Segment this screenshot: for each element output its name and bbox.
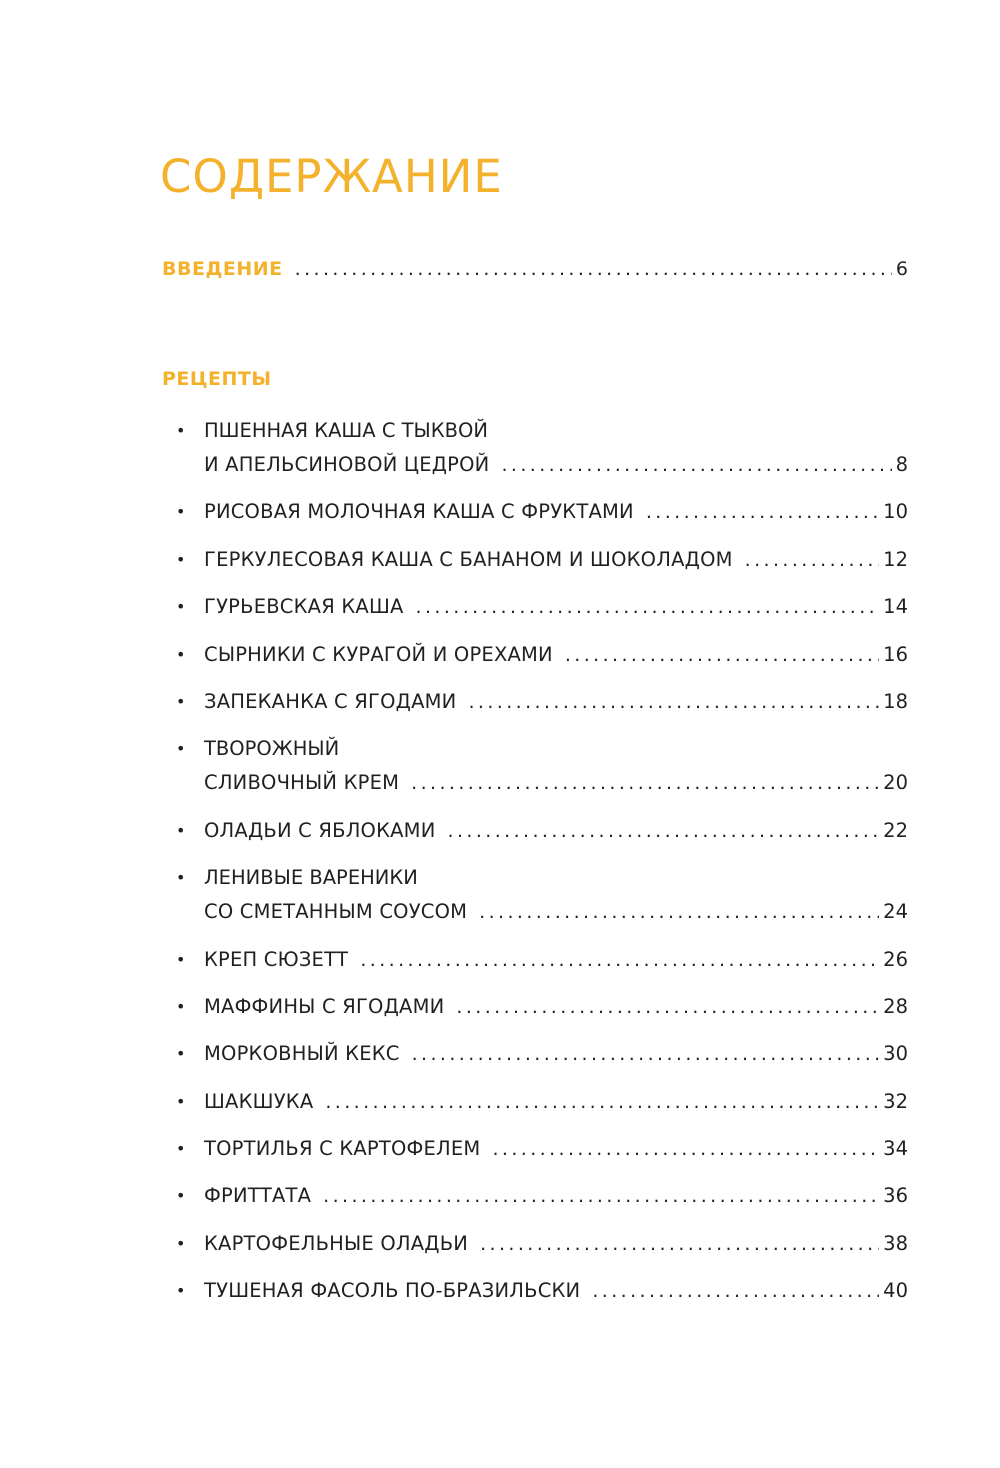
dot-leader <box>411 766 879 800</box>
recipe-page-number: 22 <box>883 818 908 842</box>
toc-recipe-row <box>204 495 908 529</box>
toc-recipe-row <box>204 685 908 719</box>
recipe-title: КАРТОФЕЛЬНЫЕ ОЛАДЬИ <box>204 1231 469 1255</box>
bullet-icon: • <box>176 421 186 440</box>
recipe-title: ФРИТТАТА <box>204 1184 312 1208</box>
recipe-page-number: 20 <box>883 771 908 795</box>
recipe-page-number: 18 <box>883 689 908 713</box>
recipe-title: СО СМЕТАННЫМ СОУСОМ <box>204 900 468 924</box>
recipe-title: РИСОВАЯ МОЛОЧНАЯ КАША С ФРУКТАМИ <box>204 500 634 524</box>
toc-recipe-row <box>204 895 908 929</box>
toc-recipe-entry[interactable] <box>176 685 908 719</box>
recipe-page-number: 14 <box>883 595 908 619</box>
recipe-title: ШАКШУКА <box>204 1089 314 1113</box>
recipe-title: ГУРЬЕВСКАЯ КАША <box>204 595 404 619</box>
dot-leader <box>480 1227 879 1261</box>
toc-recipe-entry[interactable] <box>176 732 908 800</box>
bullet-icon: • <box>176 502 186 522</box>
recipe-page-number: 16 <box>883 642 908 666</box>
toc-recipe-entry[interactable] <box>176 543 908 577</box>
toc-recipe-row <box>204 1227 908 1261</box>
toc-intro-entry[interactable] <box>162 258 908 280</box>
toc-recipe-row <box>204 448 908 482</box>
recipe-page-number: 28 <box>883 994 908 1018</box>
toc-recipe-entry[interactable] <box>176 1085 908 1119</box>
toc-recipe-row <box>204 638 908 672</box>
toc-recipe-row <box>204 590 908 624</box>
bullet-icon: • <box>176 1044 186 1064</box>
toc-recipe-entry[interactable] <box>176 638 908 672</box>
recipe-page-number: 30 <box>883 1042 908 1066</box>
dot-leader <box>565 638 879 672</box>
toc-recipe-row <box>204 943 908 977</box>
bullet-icon: • <box>176 549 186 569</box>
toc-recipe-entry[interactable] <box>176 1227 908 1261</box>
dot-leader <box>501 448 891 482</box>
recipe-title-first-line: ТВОРОЖНЫЙ <box>204 737 340 761</box>
dot-leader <box>468 685 879 719</box>
recipe-title: И АПЕЛЬСИНОВОЙ ЦЕДРОЙ <box>204 453 490 476</box>
toc-recipe-row <box>204 814 908 848</box>
recipe-title: МОРКОВНЫЙ КЕКС <box>204 1042 400 1066</box>
dot-leader <box>295 258 892 280</box>
bullet-icon: • <box>176 1186 186 1206</box>
bullet-icon: • <box>176 996 186 1016</box>
bullet-icon: • <box>176 597 186 617</box>
bullet-icon: • <box>176 949 186 969</box>
recipe-title-first-line: ЛЕНИВЫЕ ВАРЕНИКИ <box>204 866 418 890</box>
bullet-icon: • <box>176 1091 186 1111</box>
toc-recipe-row <box>204 1179 908 1213</box>
bullet-icon: • <box>176 868 186 888</box>
dot-leader <box>456 990 879 1024</box>
recipe-page-number: 40 <box>883 1279 908 1303</box>
toc-recipe-row <box>204 543 908 577</box>
recipe-page-number: 34 <box>883 1137 908 1161</box>
recipe-page-number: 36 <box>883 1184 908 1208</box>
recipe-page-number: 8 <box>895 453 908 476</box>
recipe-title: СЫРНИКИ С КУРАГОЙ И ОРЕХАМИ <box>204 642 553 666</box>
toc-recipe-row <box>204 766 908 800</box>
dot-leader <box>479 895 879 929</box>
recipe-title: ГЕРКУЛЕСОВАЯ КАША С БАНАНОМ И ШОКОЛАДОМ <box>204 547 733 571</box>
recipe-title-first-line: ПШЕННАЯ КАША С ТЫКВОЙ <box>204 419 488 442</box>
toc-recipe-row <box>204 1037 908 1071</box>
bullet-icon: • <box>176 739 186 759</box>
dot-leader <box>412 1037 880 1071</box>
toc-recipe-row <box>204 990 908 1024</box>
recipe-page-number: 10 <box>883 500 908 524</box>
intro-label: ВВЕДЕНИЕ <box>162 258 283 280</box>
page-title: СОДЕРЖАНИЕ <box>160 150 503 204</box>
recipe-title: СЛИВОЧНЫЙ КРЕМ <box>204 771 400 795</box>
bullet-icon: • <box>176 691 186 711</box>
dot-leader <box>492 1132 879 1166</box>
recipe-title: ЗАПЕКАНКА С ЯГОДАМИ <box>204 689 457 713</box>
dot-leader <box>592 1274 879 1308</box>
dot-leader <box>745 543 880 577</box>
toc-recipe-row <box>204 1085 908 1119</box>
toc-recipe-entry[interactable] <box>176 414 908 482</box>
dot-leader <box>646 495 879 529</box>
toc-intro-row <box>162 258 908 280</box>
recipe-title: ОЛАДЬИ С ЯБЛОКАМИ <box>204 818 436 842</box>
recipe-page-number: 32 <box>883 1089 908 1113</box>
dot-leader <box>416 590 880 624</box>
toc-recipe-entry[interactable] <box>176 1037 908 1071</box>
toc-recipe-entry[interactable] <box>176 1132 908 1166</box>
bullet-icon: • <box>176 1233 186 1253</box>
recipes-section-title: РЕЦЕПТЫ <box>162 368 272 390</box>
intro-page-number: 6 <box>895 258 908 280</box>
recipe-title: КРЕП СЮЗЕТТ <box>204 947 349 971</box>
toc-recipe-entry[interactable] <box>176 814 908 848</box>
toc-recipe-entry[interactable] <box>176 861 908 929</box>
bullet-icon: • <box>176 1139 186 1159</box>
toc-recipe-entry[interactable] <box>176 943 908 977</box>
toc-recipe-row <box>204 1274 908 1308</box>
recipe-page-number: 24 <box>883 900 908 924</box>
bullet-icon: • <box>176 1281 186 1301</box>
toc-recipe-entry[interactable] <box>176 990 908 1024</box>
dot-leader <box>360 943 879 977</box>
toc-recipe-entry[interactable] <box>176 590 908 624</box>
toc-recipe-row <box>204 1132 908 1166</box>
toc-recipe-entry[interactable] <box>176 1274 908 1308</box>
recipe-page-number: 12 <box>883 547 908 571</box>
bullet-icon: • <box>176 644 186 664</box>
recipe-title: МАФФИНЫ С ЯГОДАМИ <box>204 994 445 1018</box>
toc-recipe-entry[interactable] <box>176 1179 908 1213</box>
dot-leader <box>448 814 880 848</box>
recipes-list <box>176 414 908 1322</box>
dot-leader <box>325 1085 879 1119</box>
bullet-icon: • <box>176 820 186 840</box>
recipe-page-number: 26 <box>883 947 908 971</box>
recipe-title: ТОРТИЛЬЯ С КАРТОФЕЛЕМ <box>204 1137 481 1161</box>
dot-leader <box>323 1179 879 1213</box>
recipe-title: ТУШЕНАЯ ФАСОЛЬ ПО-БРАЗИЛЬСКИ <box>204 1279 581 1303</box>
toc-recipe-entry[interactable] <box>176 495 908 529</box>
recipe-page-number: 38 <box>883 1231 908 1255</box>
